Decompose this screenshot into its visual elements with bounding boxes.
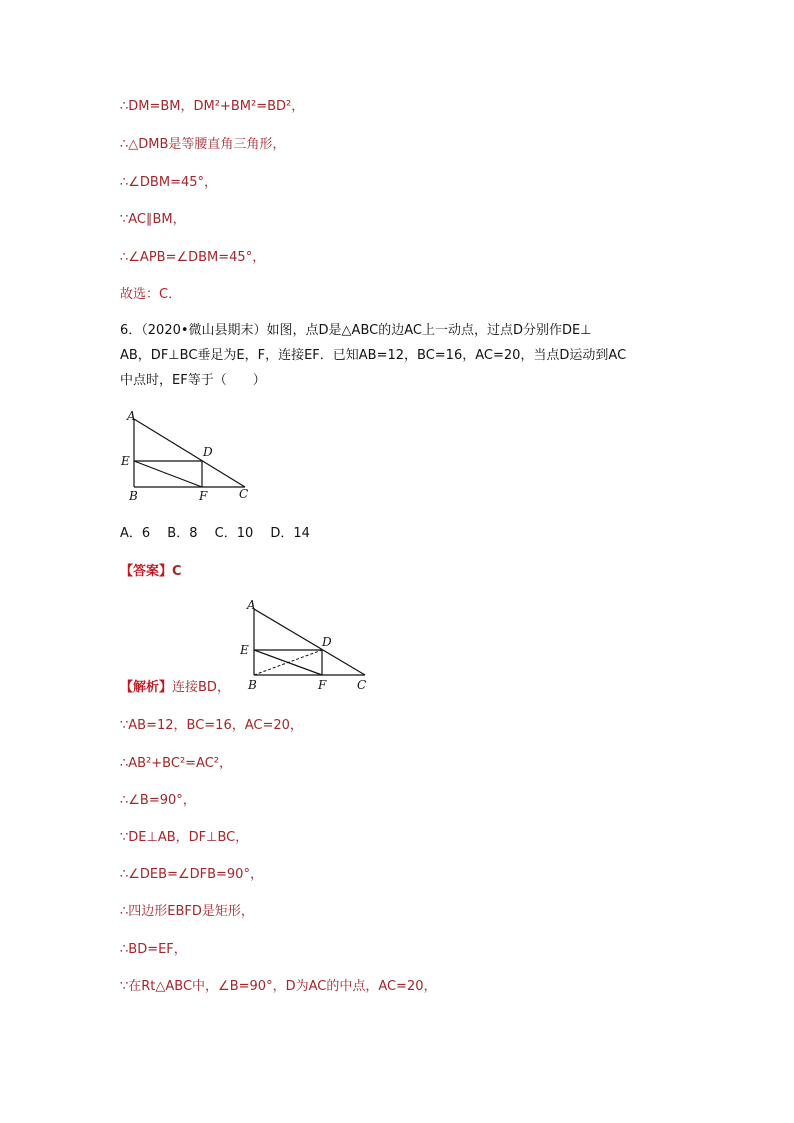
segment-ef bbox=[134, 461, 202, 487]
segment-ac bbox=[134, 419, 245, 487]
question-source: （2020•微山县期末） bbox=[141, 323, 267, 338]
solution-line-5: ∴∠APB=∠DBM=45°， bbox=[120, 250, 266, 265]
analysis-line-4: ∵DE⊥AB，DF⊥BC， bbox=[120, 830, 249, 845]
label-b: B bbox=[248, 678, 257, 692]
label-c: C bbox=[357, 678, 367, 692]
question-line-2: AB，DF⊥BC垂足为E，F，连接EF．已知AB=12，BC=16，AC=20，当点D运动到AC bbox=[120, 348, 627, 363]
solution-line-4: ∵AC∥BM， bbox=[120, 212, 186, 227]
analysis-line-7: ∴BD=EF， bbox=[120, 942, 187, 957]
analysis-line-1: ∵AB=12，BC=16，AC=20， bbox=[120, 718, 303, 733]
analysis-line-6: ∴四边形EBFD是矩形， bbox=[120, 904, 254, 919]
final-answer-line: 故选：C． bbox=[120, 287, 182, 302]
label-b: B bbox=[129, 489, 138, 503]
question-line-1 bbox=[120, 322, 592, 340]
answer-options: A．6 B．8 C．10 D．14 bbox=[120, 526, 310, 541]
analysis-line-8: ∵在Rt△ABC中，∠B=90°，D为AC的中点，AC=20， bbox=[120, 979, 437, 994]
analysis-line-5: ∴∠DEB=∠DFB=90°， bbox=[120, 867, 263, 882]
question-number: 6． bbox=[120, 323, 142, 338]
segment-ac bbox=[254, 609, 365, 675]
analysis-intro-line bbox=[120, 679, 230, 697]
label-f: F bbox=[318, 678, 327, 692]
analysis-line-3: ∴∠B=90°， bbox=[120, 793, 196, 808]
label-d: D bbox=[322, 635, 332, 649]
analysis-tag: 【解析】 bbox=[120, 680, 173, 695]
answer-value: C bbox=[172, 564, 182, 579]
question-figure bbox=[115, 405, 255, 505]
answer-tag: 【答案】 bbox=[120, 564, 173, 579]
question-text-1: 如图，点D是△ABC的边AC上一动点，过点D分别作DE⊥ bbox=[266, 323, 592, 338]
solution-line-1: ∴DM=BM，DM²+BM²=BD²， bbox=[120, 99, 305, 114]
label-a: A bbox=[127, 409, 136, 423]
analysis-line-2: ∴AB²+BC²=AC²， bbox=[120, 756, 233, 771]
label-f: F bbox=[199, 489, 208, 503]
analysis-intro: 连接BD， bbox=[172, 680, 230, 695]
solution-figure bbox=[235, 595, 375, 695]
answer-line bbox=[120, 563, 182, 581]
label-e: E bbox=[240, 643, 249, 657]
question-line-3: 中点时，EF等于（ ） bbox=[120, 373, 266, 388]
label-a: A bbox=[247, 598, 256, 612]
label-d: D bbox=[203, 445, 213, 459]
label-c: C bbox=[239, 487, 249, 501]
label-e: E bbox=[121, 454, 130, 468]
solution-line-2: ∴△DMB是等腰直角三角形， bbox=[120, 137, 286, 152]
solution-line-3: ∴∠DBM=45°， bbox=[120, 175, 218, 190]
